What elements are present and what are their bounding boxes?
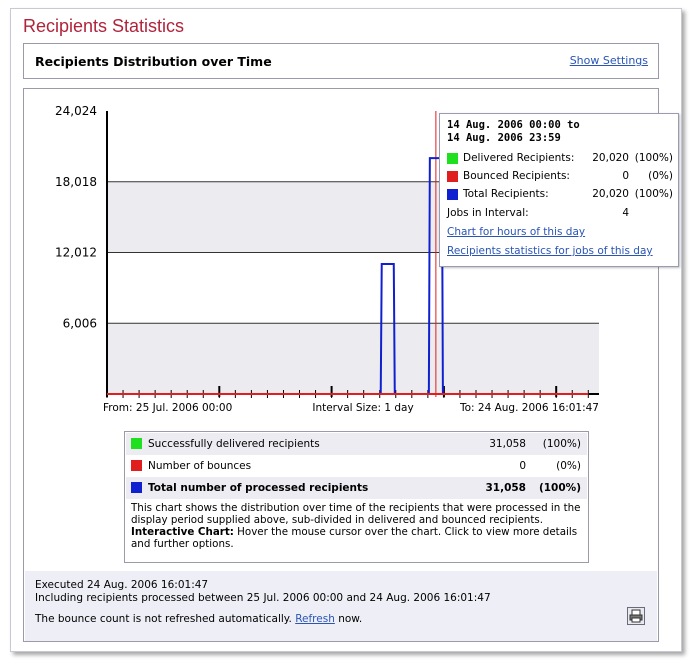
chart-title: Recipients Distribution over Time — [35, 54, 272, 69]
tooltip-row-total — [447, 188, 675, 202]
chart-body — [23, 88, 673, 642]
tooltip-jobs-label: Jobs in Interval: — [447, 207, 529, 219]
x-label-from: From: 25 Jul. 2006 00:00 — [103, 402, 233, 414]
interactive-chart-label: Interactive Chart: — [131, 526, 234, 538]
legend-row-bounces — [126, 455, 587, 477]
legend-row-delivered — [126, 433, 587, 455]
legend-description-text: This chart shows the distribution over time of the recipients that were processed in the display period supplied above, sub-divided in delivered and bounced recipients. — [131, 502, 581, 526]
footer — [25, 571, 657, 641]
legend-delivered-label: Successfully delivered recipients — [148, 438, 320, 450]
tooltip-heading — [447, 119, 580, 145]
tooltip-row-delivered — [447, 152, 675, 166]
y-tick-label-3: 6,006 — [62, 316, 97, 331]
x-label-interval: Interval Size: 1 day — [312, 402, 414, 414]
total-swatch — [447, 189, 458, 200]
tooltip-delivered-pct: (100%) — [634, 152, 673, 164]
tooltip-heading-line2: 14 Aug. 2006 23:59 — [447, 132, 561, 144]
tooltip-total-pct: (100%) — [634, 188, 673, 200]
interactive-chart-text: Hover the mouse cursor over the chart. Click to view more details and further options. — [131, 526, 578, 550]
y-tick-label-0: 24,024 — [55, 104, 97, 118]
show-settings-link[interactable]: Show Settings — [569, 54, 648, 67]
legend-delivered-pct: (100%) — [542, 438, 581, 450]
jobs-statistics-link[interactable]: Recipients statistics for jobs of this day — [447, 245, 653, 257]
bounce-note — [35, 613, 362, 625]
legend-delivered-value: 31,058 — [489, 438, 526, 450]
tooltip-row-bounced — [447, 170, 675, 184]
y-tick-label-1: 18,018 — [55, 174, 97, 189]
chart-legend — [124, 431, 589, 563]
chart-header — [23, 43, 659, 79]
chart-band-0 — [107, 323, 599, 394]
legend-row-total — [126, 477, 587, 499]
chart-tooltip — [439, 113, 679, 267]
delivered-swatch — [447, 153, 458, 164]
bounced-swatch — [447, 171, 458, 182]
delivered-legend-swatch — [131, 438, 142, 449]
tooltip-delivered-value: 20,020 — [592, 152, 629, 164]
legend-total-value: 31,058 — [485, 482, 526, 494]
page-title: Recipients Statistics — [23, 16, 185, 36]
statistics-panel — [10, 8, 682, 652]
legend-bounced-value: 0 — [519, 460, 526, 472]
tooltip-bounced-pct: (0%) — [648, 170, 673, 182]
legend-bounced-pct: (0%) — [556, 460, 581, 472]
x-label-to: To: 24 Aug. 2006 16:01:47 — [459, 402, 599, 414]
tooltip-delivered-label: Delivered Recipients: — [463, 152, 575, 164]
tooltip-row-jobs — [447, 207, 675, 221]
y-tick-label-2: 12,012 — [55, 245, 97, 260]
legend-bounced-label: Number of bounces — [148, 460, 252, 472]
print-button[interactable] — [627, 607, 645, 625]
legend-description — [131, 502, 583, 550]
legend-total-pct: (100%) — [538, 482, 581, 494]
processing-range: Including recipients processed between 25 Jul. 2006 00:00 and 24 Aug. 2006 16:01:47 — [35, 592, 491, 604]
bounced-legend-swatch — [131, 460, 142, 471]
tooltip-bounced-value: 0 — [622, 170, 629, 182]
tooltip-heading-line1: 14 Aug. 2006 00:00 to — [447, 119, 580, 131]
executed-timestamp: Executed 24 Aug. 2006 16:01:47 — [35, 579, 209, 591]
tooltip-total-label: Total Recipients: — [463, 188, 549, 200]
refresh-link[interactable]: Refresh — [295, 613, 335, 625]
chart-hours-link[interactable]: Chart for hours of this day — [447, 226, 586, 238]
bounce-note-text: The bounce count is not refreshed automatically. — [35, 613, 292, 625]
tooltip-total-value: 20,020 — [592, 188, 629, 200]
bounce-note-suffix: now. — [338, 613, 363, 625]
print-icon — [628, 608, 644, 624]
tooltip-jobs-value: 4 — [622, 207, 629, 219]
legend-total-label: Total number of processed recipients — [148, 482, 369, 494]
total-legend-swatch — [131, 482, 142, 493]
tooltip-bounced-label: Bounced Recipients: — [463, 170, 570, 182]
